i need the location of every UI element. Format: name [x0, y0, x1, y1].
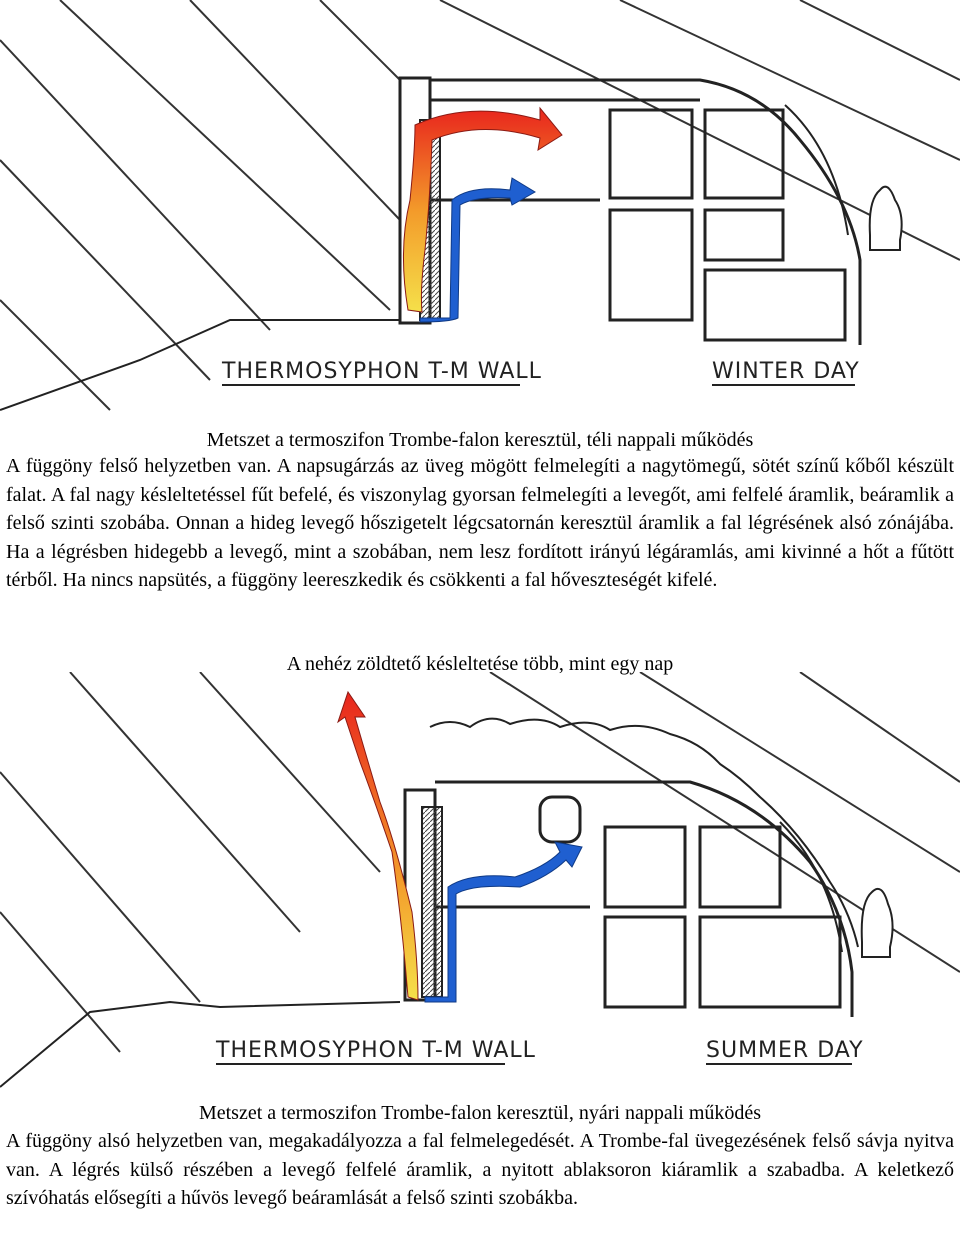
figure-label-right: WINTER DAY	[712, 359, 860, 384]
figure-summer-day	[0, 672, 960, 1097]
figure-label-right: SUMMER DAY	[706, 1038, 864, 1063]
figure-label-left: THERMOSYPHON T-M WALL	[222, 359, 542, 384]
tree-icon	[862, 889, 893, 957]
summer-section-drawing	[0, 672, 960, 1097]
figure-winter-day	[0, 0, 960, 420]
caption-green-roof: A nehéz zöldtető késleltetése több, mint egy nap	[286, 653, 674, 675]
thermal-mass-wall	[422, 807, 442, 997]
cool-air-arrow	[425, 842, 582, 1002]
figure-label-left: THERMOSYPHON T-M WALL	[216, 1038, 536, 1063]
caption-summer: Metszet a termoszifon Trombe-falon keresztül, nyári nappali működés	[198, 1102, 762, 1124]
paragraph-summer: A függöny alsó helyzetben van, megakadályozza a fal felmelegedését. A Trombe-fal üvegezésének felső sávja nyitva van. A légrés külső részében a levegő felfelé áramlik, a nyitott ablaksoron kiáramlik a szabadba. A keletkező szívóhatás elősegíti a hűvös levegő beáramlását a felső szinti szobákba.	[6, 1130, 954, 1210]
paragraph-winter: A függöny felső helyzetben van. A napsugárzás az üveg mögött felmelegíti a nagytömegű, sötét színű kőből készült falat. A fal nagy késleltetéssel fűt befelé, és viszonylag gyorsan felmelegíti a levegőt, ami felfelé áramlik, beáramlik a felső szinti szobába. Onnan a hideg levegő hőszigetelt légcsatornán keresztül áramlik a fal légrésének alsó zónájába. Ha a légrésben hidegebb a levegő, mint a szobában, nem lesz fordított irányú légáramlás, ami kivinné a hőt a fűtött térből. Ha nincs napsütés, a függöny leereszkedik és csökkenti a fal hőveszteségét kifelé.	[6, 455, 954, 592]
sun-rays	[0, 0, 960, 410]
tree-icon	[870, 187, 902, 250]
green-roof	[430, 719, 858, 947]
building-section	[405, 782, 852, 1017]
caption-winter: Metszet a termoszifon Trombe-falon keresztül, téli nappali működés	[206, 429, 754, 451]
winter-section-drawing	[0, 0, 960, 420]
